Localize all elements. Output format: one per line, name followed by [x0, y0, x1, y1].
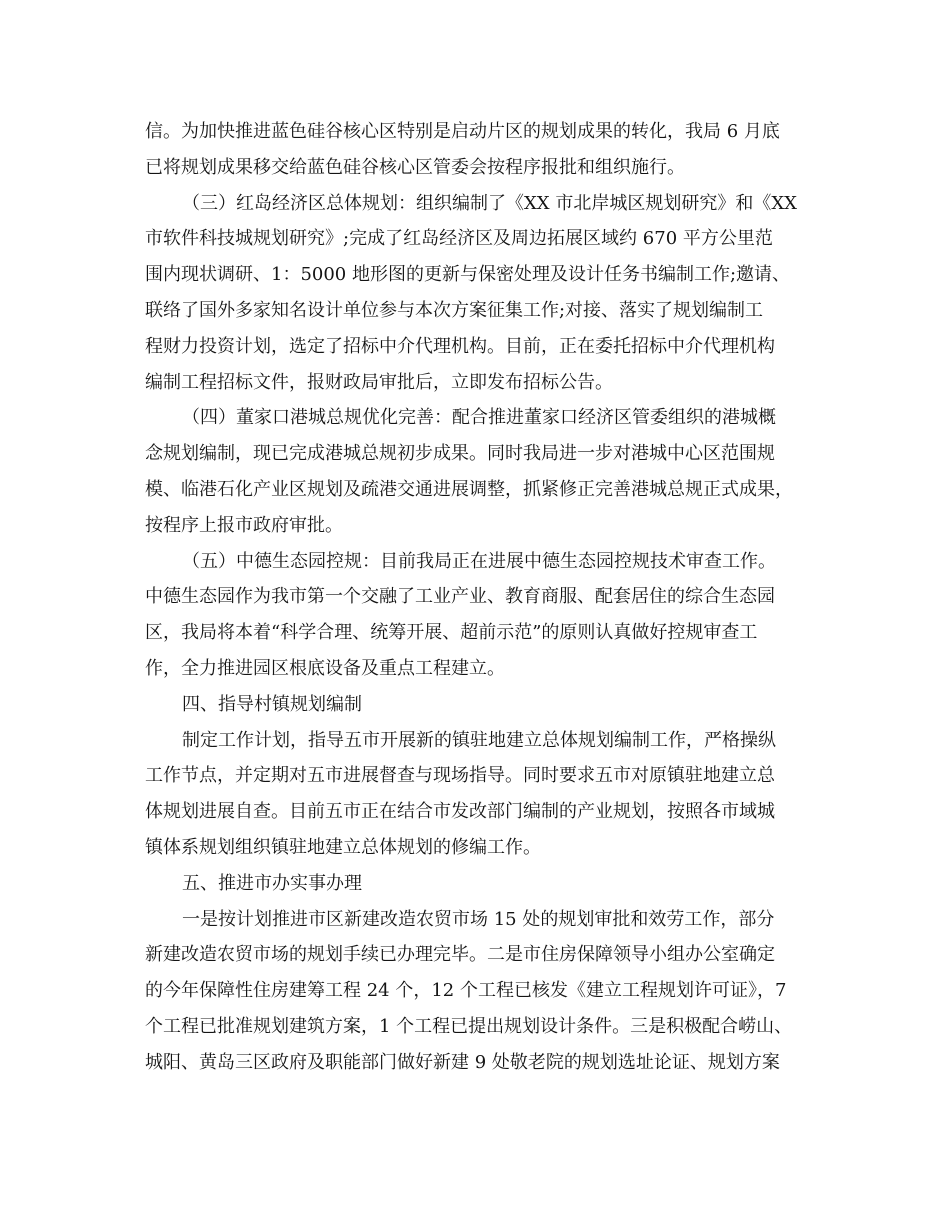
- text-line: 模、临港石化产业区规划及疏港交通进展调整，抓紧修正完善港城总规正式成果，: [145, 478, 793, 500]
- text-line: 作，全力推进园区根底设备及重点工程建立。: [145, 657, 505, 679]
- text-line: 念规划编制，现已完成港城总规初步成果。同时我局进一步对港城中心区范围规: [145, 443, 775, 465]
- text-line: 已将规划成果移交给蓝色硅谷核心区管委会按程序报批和组织施行。: [145, 156, 685, 178]
- text-line: 中德生态园作为我市第一个交融了工业产业、教育商服、配套居住的综合生态园: [145, 586, 775, 608]
- text-line: 按程序上报市政府审批。: [145, 514, 343, 536]
- section-heading: 四、指导村镇规划编制: [182, 693, 362, 715]
- text-line: （五）中德生态园控规：目前我局正在进展中德生态园控规技术审查工作。: [182, 550, 776, 572]
- text-line: 的今年保障性住房建筹工程 24 个，12 个工程已核发《建立工程规划许可证》，7: [145, 980, 787, 1002]
- text-line: 体规划进展自查。目前五市正在结合市发改部门编制的产业规划，按照各市域城: [145, 801, 775, 823]
- text-line: 程财力投资计划，选定了招标中介代理机构。目前，正在委托招标中介代理机构: [145, 335, 775, 357]
- text-line: （三）红岛经济区总体规划：组织编制了《XX 市北岸城区规划研究》和《XX: [182, 192, 797, 214]
- text-line: 制定工作计划，指导五市开展新的镇驻地建立总体规划编制工作，严格操纵: [182, 729, 776, 751]
- text-line: 市软件科技城规划研究》;完成了红岛经济区及周边拓展区域约 670 平方公里范: [145, 228, 773, 250]
- text-line: 围内现状调研、1：5000 地形图的更新与保密处理及设计任务书编制工作;邀请、: [145, 264, 791, 286]
- text-line: 编制工程招标文件，报财政局审批后，立即发布招标公告。: [145, 371, 613, 393]
- text-line: 区，我局将本着“科学合理、统筹开展、超前示范”的原则认真做好控规审查工: [145, 622, 758, 644]
- text-line: 镇体系规划组织镇驻地建立总体规划的修编工作。: [145, 836, 541, 858]
- document-body: [145, 114, 805, 1081]
- text-line: 新建改造农贸市场的规划手续已办理完毕。二是市住房保障领导小组办公室确定: [145, 944, 775, 966]
- text-line: 工作节点，并定期对五市进展督查与现场指导。同时要求五市对原镇驻地建立总: [145, 765, 775, 787]
- text-line: 联络了国外多家知名设计单位参与本次方案征集工作;对接、落实了规划编制工: [145, 299, 764, 321]
- text-line: 城阳、黄岛三区政府及职能部门做好新建 9 处敬老院的规划选址论证、规划方案: [145, 1051, 780, 1073]
- text-line: 信。为加快推进蓝色硅谷核心区特别是启动片区的规划成果的转化，我局 6 月底: [145, 121, 780, 142]
- text-line: （四）董家口港城总规优化完善：配合推进董家口经济区管委组织的港城概: [182, 407, 776, 429]
- text-line: 一是按计划推进市区新建改造农贸市场 15 处的规划审批和效劳工作，部分: [182, 908, 775, 930]
- section-heading: 五、推进市办实事办理: [182, 872, 362, 894]
- text-line: 个工程已批准规划建筑方案，1 个工程已提出规划设计条件。三是积极配合崂山、: [145, 1015, 793, 1037]
